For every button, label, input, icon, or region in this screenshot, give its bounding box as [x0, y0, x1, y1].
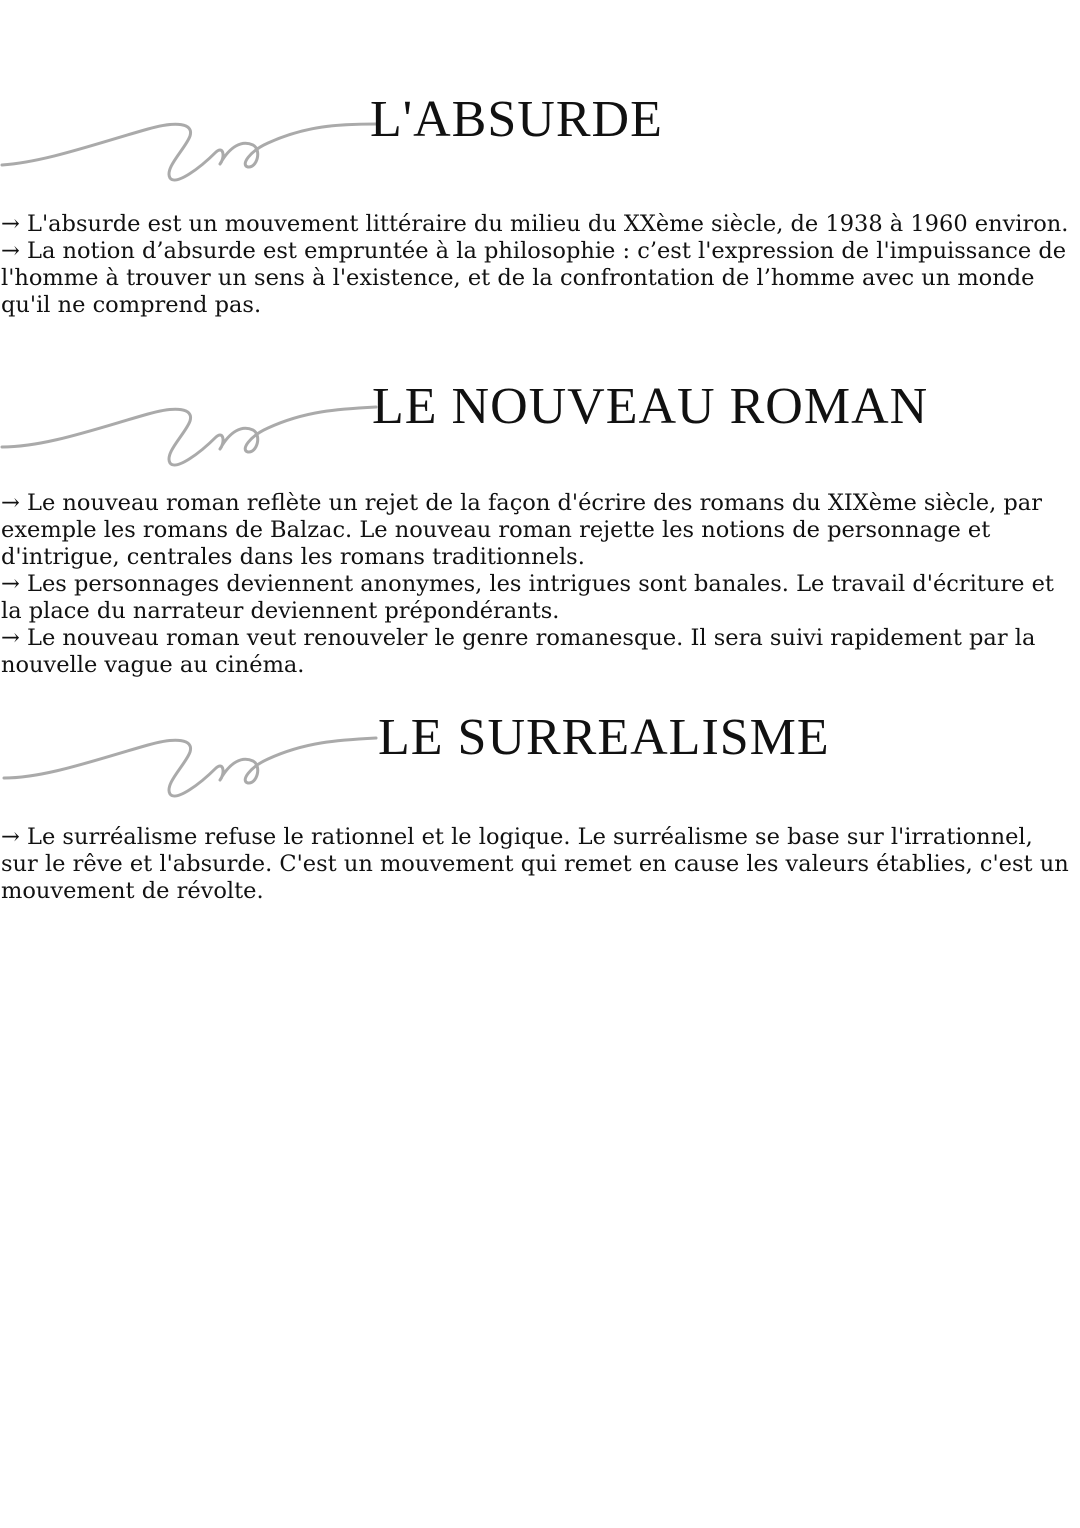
flourish-divider-icon	[0, 88, 380, 188]
section-body-nouveau-roman	[1, 490, 1071, 679]
section-heading-surrealisme	[0, 710, 1080, 790]
section-heading-nouveau-roman	[0, 377, 1080, 457]
paragraph: → Le surréalisme refuse le rationnel et le logique. Le surréalisme se base sur l'irrationnel, sur le rêve et l'absurde. C'est un mouvement qui remet en cause les valeurs établies, c'est un mouvement de révolte.	[1, 824, 1069, 904]
paragraph: → Le nouveau roman reflète un rejet de la façon d'écrire des romans du XIXème siècle, par exemple les romans de Balzac. Le nouveau roman rejette les notions de personnage et d'intrigue, centrales dans les romans traditionnels.	[1, 490, 1042, 570]
section-title: LE NOUVEAU ROMAN	[372, 378, 929, 435]
paragraph: → Les personnages deviennent anonymes, les intrigues sont banales. Le travail d'écriture et la place du narrateur deviennent prépondérants.	[1, 571, 1054, 624]
section-body-surrealisme	[1, 824, 1071, 905]
section-title: L'ABSURDE	[370, 91, 663, 148]
paragraph: → La notion d’absurde est empruntée à la philosophie : c’est l'expression de l'impuissance de l'homme à trouver un sens à l'existence, et de la confrontation de l’homme avec un monde qu'il ne comprend pas.	[1, 238, 1067, 318]
paragraph: → Le nouveau roman veut renouveler le genre romanesque. Il sera suivi rapidement par la nouvelle vague au cinéma.	[1, 625, 1036, 678]
section-body-absurde	[1, 211, 1071, 319]
paragraph: → L'absurde est un mouvement littéraire du milieu du XXème siècle, de 1938 à 1960 environ.	[1, 211, 1069, 237]
section-title: LE SURREALISME	[378, 709, 830, 766]
flourish-divider-icon	[0, 710, 380, 810]
section-heading-absurde	[0, 88, 1080, 168]
flourish-divider-icon	[0, 377, 380, 477]
